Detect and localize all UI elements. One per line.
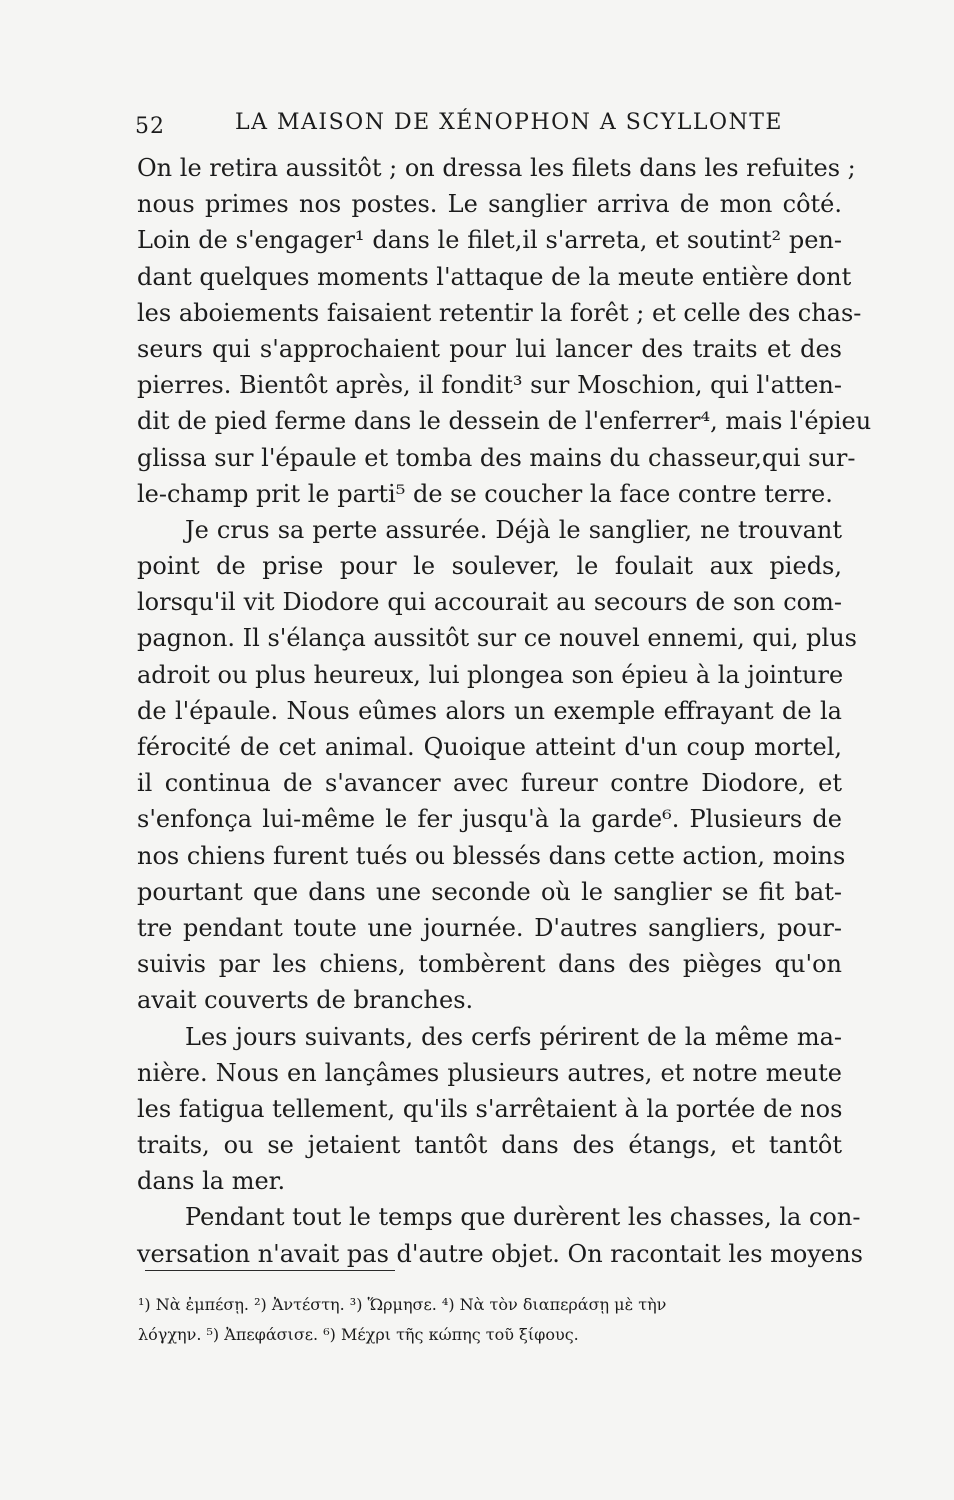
text-line: glissa sur l'épaule et tomba des mains du chasseur,qui sur- bbox=[137, 443, 856, 472]
text-line: pierres. Bientôt après, il fondit³ sur Moschion, qui l'atten- bbox=[137, 371, 842, 400]
text-line: versation n'avait pas d'autre objet. On racontait les moyens bbox=[137, 1239, 863, 1268]
text-line: dans la mer. bbox=[137, 1167, 286, 1196]
page-header bbox=[135, 110, 855, 150]
footnote-divider bbox=[145, 1270, 395, 1271]
text-line: de l'épaule. Nous eûmes alors un exemple effrayant de la bbox=[137, 696, 842, 725]
footnotes bbox=[138, 1290, 853, 1350]
text-line: tre pendant toute une journée. D'autres sangliers, pour- bbox=[137, 913, 842, 942]
footnote-line: ¹) Νὰ ἐμπέσῃ. ²) Ἀντέστη. ³) Ὥρμησε. ⁴) Νὰ τὸν διαπεράσῃ μὲ τὴν bbox=[138, 1295, 667, 1314]
text-line: s'enfonça lui-même le fer jusqu'à la garde⁶. Plusieurs de bbox=[137, 805, 842, 834]
text-line: nière. Nous en lançâmes plusieurs autres, et notre meute bbox=[137, 1058, 842, 1087]
text-line: les aboiements faisaient retentir la forêt ; et celle des chas- bbox=[137, 298, 862, 327]
text-line: pourtant que dans une seconde où le sanglier se fit bat- bbox=[137, 877, 842, 906]
text-line: suivis par les chiens, tombèrent dans des pièges qu'on bbox=[137, 950, 842, 979]
text-line: le-champ prit le parti⁵ de se coucher la face contre terre. bbox=[137, 479, 833, 508]
text-line: Les jours suivants, des cerfs périrent de la même ma- bbox=[185, 1022, 842, 1051]
text-line: Loin de s'engager¹ dans le filet,il s'arreta, et soutint² pen- bbox=[137, 226, 842, 255]
text-line: Pendant tout le temps que durèrent les chasses, la con- bbox=[185, 1203, 861, 1232]
text-line: lorsqu'il vit Diodore qui accourait au secours de son com- bbox=[137, 588, 842, 617]
text-line: adroit ou plus heureux, lui plongea son épieu à la jointure bbox=[137, 660, 844, 689]
text-line: avait couverts de branches. bbox=[137, 986, 474, 1015]
text-line: il continua de s'avancer avec fureur contre Diodore, et bbox=[137, 769, 842, 798]
text-line: les fatigua tellement, qu'ils s'arrêtaient à la portée de nos bbox=[137, 1094, 843, 1123]
text-line: nous primes nos postes. Le sanglier arriva de mon côté. bbox=[137, 190, 842, 219]
text-line: férocité de cet animal. Quoique atteint d'un coup mortel, bbox=[137, 733, 842, 761]
text-line: On le retira aussitôt ; on dressa les filets dans les refuites ; bbox=[137, 154, 856, 182]
text-line: Je crus sa perte assurée. Déjà le sanglier, ne trouvant bbox=[185, 515, 842, 544]
text-line: traits, ou se jetaient tantôt dans des étangs, et tantôt bbox=[137, 1131, 842, 1160]
text-line: nos chiens furent tués ou blessés dans cette action, moins bbox=[137, 841, 846, 870]
running-title: LA MAISON DE XÉNOPHON A SCYLLONTE bbox=[235, 110, 783, 135]
footnote-line: λόγχην. ⁵) Ἀπεφάσισε. ⁶) Μέχρι τῆς κώπης τοῦ ξίφους. bbox=[138, 1325, 579, 1344]
text-line: dant quelques moments l'attaque de la meute entière dont bbox=[137, 262, 852, 291]
text-line: point de prise pour le soulever, le foulait aux pieds, bbox=[137, 552, 842, 581]
text-line: seurs qui s'approchaient pour lui lancer des traits et des bbox=[137, 334, 842, 363]
text-line: dit de pied ferme dans le dessein de l'enferrer⁴, mais l'épieu bbox=[137, 407, 872, 436]
page-number: 52 bbox=[135, 114, 165, 139]
text-line: pagnon. Il s'élança aussitôt sur ce nouvel ennemi, qui, plus bbox=[137, 624, 857, 653]
body-text bbox=[137, 150, 872, 1272]
